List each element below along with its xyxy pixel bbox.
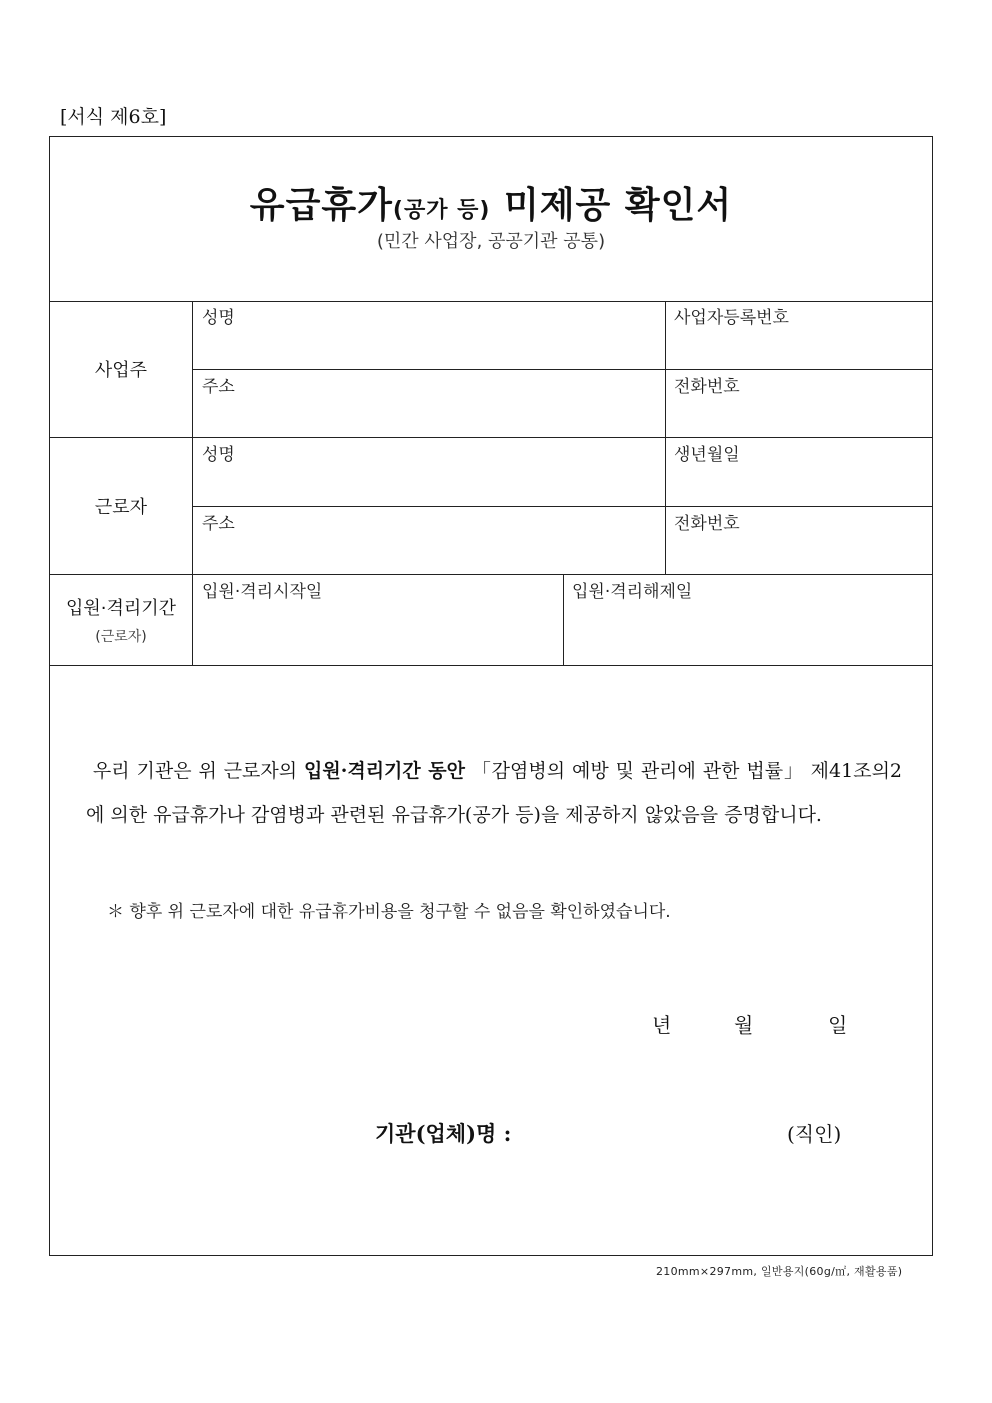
worker-address-label: 주소 — [202, 514, 235, 534]
form-number: [서식 제6호] — [60, 106, 167, 128]
employer-address-label: 주소 — [202, 377, 235, 397]
statement-part-1: 우리 기관은 위 근로자의 — [92, 760, 305, 782]
employer-label: 사업주 — [94, 360, 148, 381]
form-frame — [49, 136, 933, 1256]
title-main-2: 미제공 확인서 — [503, 185, 733, 226]
employer-reg-number-field[interactable] — [665, 301, 932, 369]
employer-label-cell — [50, 301, 193, 437]
worker-birth-label: 생년월일 — [674, 445, 740, 465]
date-month[interactable]: 월 — [734, 1013, 754, 1037]
employer-phone-field[interactable] — [665, 370, 932, 437]
statement-note: ＊ 향후 위 근로자에 대한 유급휴가비용을 청구할 수 없음을 확인하였습니다. — [107, 902, 671, 922]
title-main-1: 유급휴가 — [249, 185, 393, 226]
period-end-label: 입원·격리해제일 — [572, 582, 693, 602]
form-title — [50, 177, 932, 228]
period-end-field[interactable] — [563, 575, 932, 665]
worker-name-label: 성명 — [202, 445, 235, 465]
employer-section — [50, 301, 932, 438]
title-area — [50, 137, 932, 302]
statement-text — [86, 749, 902, 837]
form-subtitle: (민간 사업장, 공공기관 공통) — [376, 231, 606, 252]
employer-name-label: 성명 — [202, 308, 235, 328]
worker-label-cell — [50, 438, 193, 574]
date-day[interactable]: 일 — [828, 1013, 848, 1037]
worker-birth-field[interactable] — [665, 438, 932, 506]
period-sublabel: (근로자) — [95, 629, 147, 645]
employer-reg-label: 사업자등록번호 — [674, 308, 789, 328]
worker-phone-label: 전화번호 — [674, 514, 740, 534]
worker-name-field[interactable] — [193, 438, 665, 506]
worker-phone-field[interactable] — [665, 507, 932, 574]
period-label-cell — [50, 575, 193, 665]
worker-label: 근로자 — [94, 497, 148, 518]
worker-section — [50, 438, 932, 575]
period-label: 입원·격리기간 — [65, 598, 177, 619]
employer-phone-label: 전화번호 — [674, 377, 740, 397]
statement-part-2: 「감염병의 예방 및 관리에 관한 법률」 제41조의2에 의한 유급휴가나 감염병과 관련된 유급휴가(공가 등)을 제공하지 않았음을 증명합니다. — [86, 760, 903, 826]
statement-bold: 입원·격리기간 동안 — [304, 760, 465, 782]
title-paren: (공가 등) — [392, 198, 491, 223]
date-year[interactable]: 년 — [652, 1013, 672, 1037]
org-name-label: 기관(업체)명 : — [375, 1121, 512, 1146]
period-section — [50, 575, 932, 666]
employer-name-field[interactable] — [193, 301, 665, 369]
period-start-field[interactable] — [193, 575, 563, 665]
employer-address-field[interactable] — [193, 370, 665, 437]
worker-address-field[interactable] — [193, 507, 665, 574]
paper-spec: 210mm×297mm, 일반용지(60g/㎡, 재활용품) — [656, 1265, 903, 1278]
seal-placeholder: (직인) — [787, 1122, 842, 1146]
period-start-label: 입원·격리시작일 — [202, 582, 323, 602]
